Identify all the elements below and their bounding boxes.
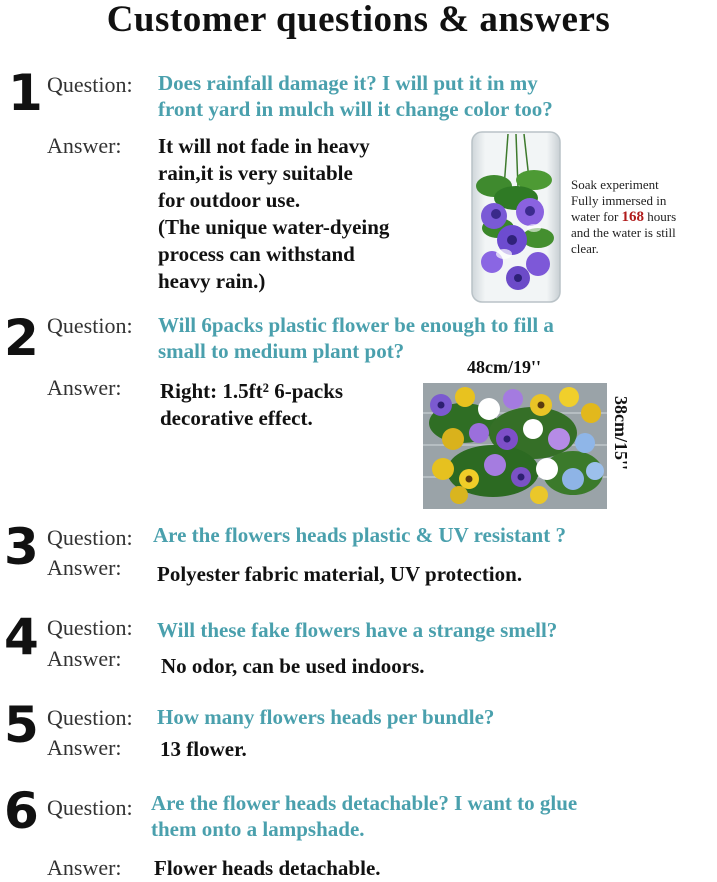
answer-line: Flower heads detachable. xyxy=(154,856,381,880)
soak-note-text: hours xyxy=(647,209,677,224)
question-text-3 xyxy=(153,522,566,548)
question-line: Will these fake flowers have a strange smell? xyxy=(157,618,558,642)
answer-line: rain,it is very suitable xyxy=(158,161,353,185)
answer-line: decorative effect. xyxy=(160,406,313,430)
question-label-2: Question: xyxy=(47,313,133,338)
answer-text-1 xyxy=(158,133,433,295)
answer-text-5 xyxy=(160,736,247,763)
question-label-1: Question: xyxy=(47,72,133,97)
answer-line: 13 flower. xyxy=(160,737,247,761)
soak-note-line xyxy=(571,209,704,225)
question-label-6: Question: xyxy=(47,795,133,820)
answer-line: No odor, can be used indoors. xyxy=(161,654,425,678)
flower-bundle-illustration xyxy=(423,383,607,509)
answer-label-1: Answer: xyxy=(47,133,122,158)
question-line: Will 6packs plastic flower be enough to fill a xyxy=(158,313,554,337)
question-number-5: 5 xyxy=(4,696,39,754)
question-text-5 xyxy=(157,704,494,730)
question-number-3: 3 xyxy=(4,518,39,576)
question-text-1 xyxy=(158,70,553,122)
page-title: Customer questions & answers xyxy=(106,0,611,40)
flowers-photo xyxy=(423,383,607,509)
answer-label-2: Answer: xyxy=(47,375,122,400)
answer-label-3: Answer: xyxy=(47,555,122,580)
question-text-6 xyxy=(151,790,577,842)
question-line: Are the flowers heads plastic & UV resistant ? xyxy=(153,523,566,547)
question-number-2: 2 xyxy=(4,309,39,367)
soak-note-line: clear. xyxy=(571,241,599,256)
answer-label-6: Answer: xyxy=(47,855,122,880)
soak-note-line: and the water is still xyxy=(571,225,676,240)
question-label-5: Question: xyxy=(47,705,133,730)
question-line: Does rainfall damage it? I will put it in my xyxy=(158,71,538,95)
answer-line: for outdoor use. xyxy=(158,188,301,212)
height-dimension-label: 38cm/15'' xyxy=(611,396,631,470)
answer-text-4 xyxy=(161,653,425,680)
answer-line: heavy rain.) xyxy=(158,269,266,293)
question-number-6: 6 xyxy=(4,782,39,840)
answer-line: (The unique water-dyeing xyxy=(158,215,390,239)
question-line: small to medium plant pot? xyxy=(158,339,405,363)
answer-line: Polyester fabric material, UV protection. xyxy=(157,562,523,586)
answer-label-5: Answer: xyxy=(47,735,122,760)
question-number-4: 4 xyxy=(4,608,39,666)
question-line: front yard in mulch will it change color too? xyxy=(158,97,553,121)
vase-flower-illustration xyxy=(468,128,564,306)
answer-text-2 xyxy=(160,378,343,432)
answer-text-3 xyxy=(157,561,522,588)
question-line: them onto a lampshade. xyxy=(151,817,365,841)
soak-note-line: Fully immersed in xyxy=(571,193,667,208)
soak-note-line: Soak experiment xyxy=(571,177,659,192)
question-number-1: 1 xyxy=(8,64,43,122)
vase-photo xyxy=(468,128,564,306)
soak-experiment-note xyxy=(571,177,704,257)
answer-line: process can withstand xyxy=(158,242,355,266)
answer-line: It will not fade in heavy xyxy=(158,134,370,158)
question-text-4 xyxy=(157,617,557,643)
question-label-3: Question: xyxy=(47,525,133,550)
question-line: How many flowers heads per bundle? xyxy=(157,705,495,729)
answer-line: Right: 1.5ft² 6-packs xyxy=(160,379,344,403)
width-dimension-label: 48cm/19'' xyxy=(467,357,541,377)
soak-hours-value: 168 xyxy=(621,209,645,225)
question-line: Are the flower heads detachable? I want to glue xyxy=(151,791,578,815)
question-label-4: Question: xyxy=(47,615,133,640)
answer-text-6 xyxy=(154,855,381,882)
answer-label-4: Answer: xyxy=(47,646,122,671)
soak-note-text: water for xyxy=(571,209,619,224)
